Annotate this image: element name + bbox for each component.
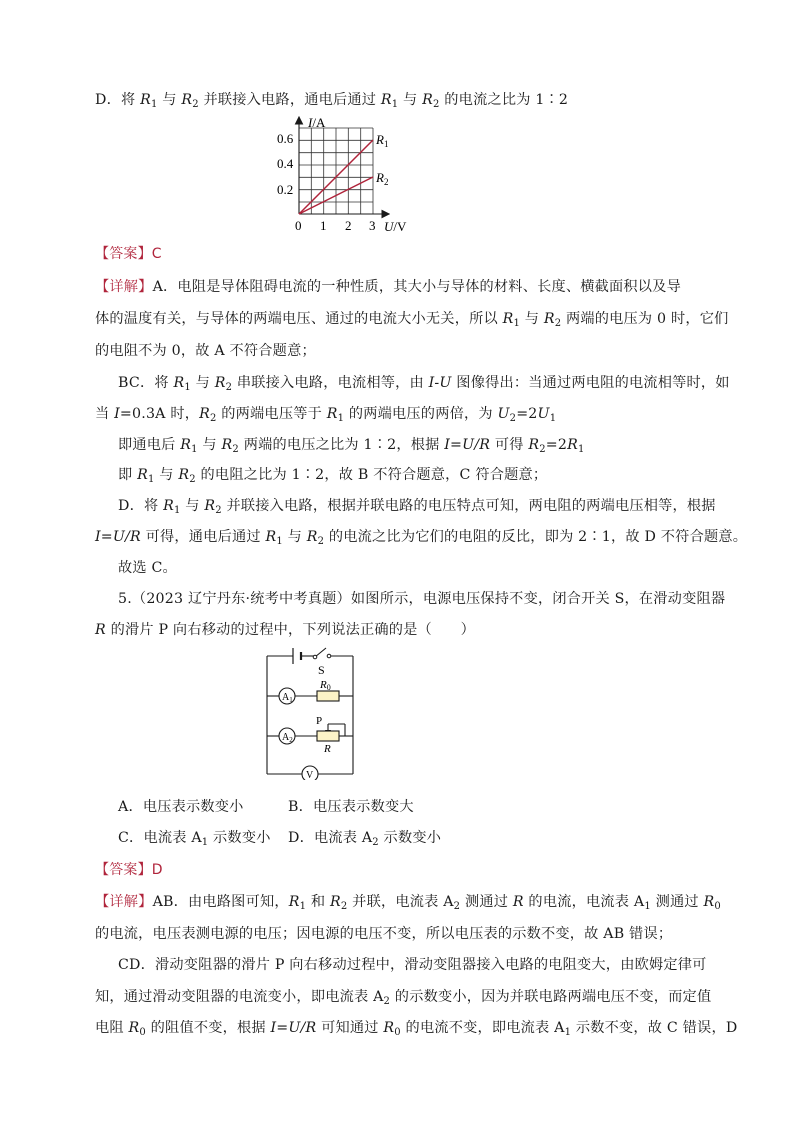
detail2-line-4: 知，通过滑动变阻器的电流变小，即电流表 $A_2$ 的示数变小，因为并联电路两端电压不变，而定值 <box>95 989 712 1007</box>
option-c: C．电流表 $A_1$ 示数变小 <box>118 830 271 848</box>
y-axis-label: I/A <box>308 115 326 130</box>
answer-1: 【答案】C <box>95 246 162 262</box>
circuit-diagram <box>260 644 360 780</box>
rheostat-label: R <box>324 743 331 755</box>
detail-line-4: BC．将 $R_1$ 与 $R_2$ 串联接入电路，电流相等，由 I-U 图像得出：当通过两电阻的电流相等时，如 <box>118 375 730 393</box>
detail-line-7: 即 $R_1$ 与 $R_2$ 的电阻之比为 1∶2，故 B 不符合题意，C 符合题意； <box>118 467 548 485</box>
switch-contact-right <box>327 654 331 658</box>
y-tick-04: 0.4 <box>277 156 294 171</box>
detail-line-9: I=U/R 可得，通电后通过 $R_1$ 与 $R_2$ 的电流之比为它们的电阻的反比，即为 2∶1，故 D 不符合题意。 <box>95 529 748 547</box>
option-d-line: D．将 $R_1$ 与 $R_2$ 并联接入电路，通电后通过 $R_1$ 与 $R_2$ 的电流之比为 1∶2 <box>95 92 569 110</box>
r1-label: $R_1$ <box>376 132 389 149</box>
detail2-line-2: 的电流，电压表测电源的电压；因电源的电压不变，所以电压表的示数不变，故 AB 错误； <box>95 926 673 942</box>
detail-line-6: 即通电后 $R_1$ 与 $R_2$ 两端的电压之比为 1∶2，根据 I=U/R 可得 $R_2=2R_1$ <box>118 437 585 455</box>
detail2-line-3: CD．滑动变阻器的滑片 P 向右移动过程中，滑动变阻器接入电路的电阻变大，由欧姆定律可 <box>118 957 707 973</box>
svg-text:V: V <box>306 770 314 780</box>
answer-2: 【答案】D <box>95 862 163 878</box>
svg-text:A1: $A_1$ <box>282 692 293 704</box>
x-tick-0: 0 <box>295 218 302 233</box>
detail2-line-5: 电阻 $R_0$ 的阻值不变，根据 I=U/R 可知通过 $R_0$ 的电流不变，即电流表 $A_1$ 示数不变，故 C 错误，D <box>95 1020 738 1038</box>
detail2-line-1: 【详解】AB．由电路图可知，$R_1$ 和 $R_2$ 并联，电流表 $A_2$ 测通过 R 的电流，电流表 $A_1$ 测通过 $R_0$ <box>95 894 721 912</box>
x-axis-label: U/V <box>384 219 407 234</box>
question-5-line-2: R 的滑片 P 向右移动的过程中，下列说法正确的是（ ） <box>95 622 476 638</box>
x-tick-3: 3 <box>369 218 376 233</box>
detail-line-5: 当 I=0.3A 时，$R_2$ 的两端电压等于 $R_1$ 的两端电压的两倍，为 $U_2=2U_1$ <box>95 406 557 424</box>
detail-line-8: D．将 $R_1$ 与 $R_2$ 并联接入电路，根据并联电路的电压特点可知，两电阻的两端电压相等，根据 <box>118 498 716 516</box>
r0-label: R0 <box>320 679 331 692</box>
option-a: A．电压表示数变小 <box>118 799 244 815</box>
grid <box>299 128 373 214</box>
x-tick-1: 1 <box>320 218 327 233</box>
resistor-r0 <box>317 691 339 701</box>
question-5-line-1: 5.（2023 辽宁丹东·统考中考真题）如图所示，电源电压保持不变，闭合开关 S，在滑动变阻器 <box>118 591 726 607</box>
detail-line-3: 的电阻不为 0，故 A 不符合题意； <box>95 343 316 359</box>
y-tick-06: 0.6 <box>277 131 294 146</box>
switch-label: S <box>318 663 325 677</box>
slider-label: P <box>316 715 323 727</box>
iu-graph <box>270 112 420 236</box>
rheostat-r <box>317 731 339 741</box>
option-b: B．电压表示数变大 <box>288 799 414 815</box>
detail-line-1: 【详解】A．电阻是导体阻碍电流的一种性质，其大小与导体的材料、长度、横截面积以及导 <box>95 279 681 295</box>
detail-line-2: 体的温度有关，与导体的两端电压、通过的电流大小无关，所以 $R_1$ 与 $R_2$ 两端的电压为 0 时，它们 <box>95 311 729 329</box>
switch-contact-left <box>313 655 317 659</box>
y-tick-02: 0.2 <box>277 182 294 197</box>
svg-text:A2: $A_2$ <box>282 732 293 744</box>
conclusion-1: 故选 C。 <box>118 560 177 576</box>
r2-label: $R_2$ <box>376 170 389 187</box>
option-d: D．电流表 $A_2$ 示数变小 <box>288 830 442 848</box>
x-tick-2: 2 <box>345 218 352 233</box>
